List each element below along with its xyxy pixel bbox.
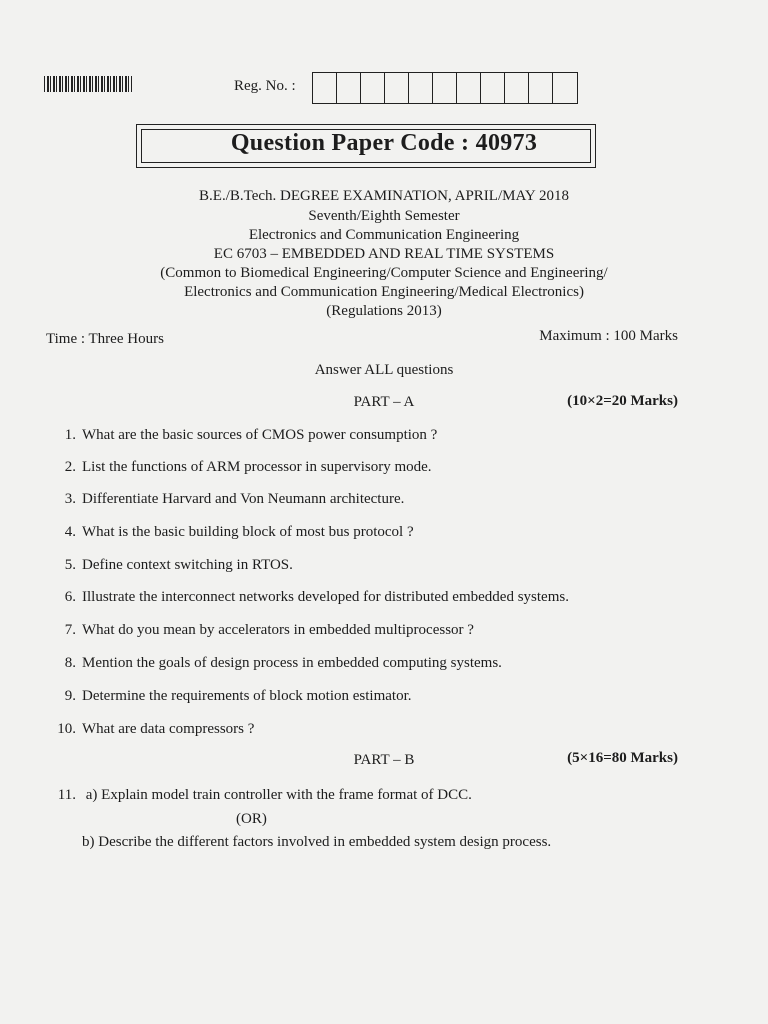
question-11b-text: b) Describe the different factors involved in embedded system design process.: [82, 834, 552, 850]
question-number: 6.: [64, 589, 76, 605]
reg-no-boxes: [312, 72, 578, 104]
maximum-marks: Maximum : 100 Marks: [539, 328, 678, 344]
question-number: 11.: [57, 787, 76, 803]
reg-no-digit-box: [481, 73, 505, 103]
question-text: Differentiate Harvard and Von Neumann architecture.: [82, 491, 405, 507]
reg-no-digit-box: [433, 73, 457, 103]
question-text: What is the basic building block of most bus protocol ?: [82, 524, 414, 540]
time-allowed: Time : Three Hours: [46, 331, 164, 347]
question-item: [46, 491, 404, 508]
barcode: [44, 76, 132, 92]
question-number: 1.: [64, 427, 76, 443]
question-item: [46, 589, 569, 606]
reg-no-digit-box: [313, 73, 337, 103]
question-text: Determine the requirements of block motion estimator.: [82, 688, 412, 704]
question-number: 8.: [64, 655, 76, 671]
part-a-marks: (10×2=20 Marks): [567, 393, 678, 409]
part-b-title: PART – B: [353, 752, 415, 768]
or-separator: (OR): [236, 811, 267, 827]
part-a-title: PART – A: [353, 394, 415, 410]
question-number: 7.: [64, 622, 76, 638]
common-to-line-2: Electronics and Communication Engineering/Medical Electronics): [184, 284, 584, 300]
question-number: 5.: [64, 557, 76, 573]
regulations: (Regulations 2013): [326, 303, 442, 319]
question-number: 2.: [64, 459, 76, 475]
reg-no-label: Reg. No. :: [234, 78, 296, 94]
question-text: What are data compressors ?: [82, 721, 255, 737]
question-item: [46, 655, 502, 672]
question-item: [46, 688, 412, 705]
question-text: What do you mean by accelerators in embedded multiprocessor ?: [82, 622, 474, 638]
reg-no-digit-box: [505, 73, 529, 103]
reg-no-digit-box: [409, 73, 433, 103]
question-text: Define context switching in RTOS.: [82, 557, 293, 573]
department: Electronics and Communication Engineering: [248, 227, 520, 243]
reg-no-digit-box: [529, 73, 553, 103]
question-11: [46, 787, 472, 804]
question-item: [46, 557, 293, 574]
question-paper-code: Question Paper Code : 40973: [230, 130, 538, 156]
question-item: [46, 427, 437, 444]
question-text: List the functions of ARM processor in supervisory mode.: [82, 459, 432, 475]
question-text: What are the basic sources of CMOS power consumption ?: [82, 427, 438, 443]
question-text: Mention the goals of design process in embedded computing systems.: [82, 655, 502, 671]
question-number: 3.: [64, 491, 76, 507]
exam-title: B.E./B.Tech. DEGREE EXAMINATION, APRIL/MAY 2018: [199, 188, 569, 204]
reg-no-digit-box: [457, 73, 481, 103]
reg-no-digit-box: [553, 73, 577, 103]
reg-no-digit-box: [361, 73, 385, 103]
semester: Seventh/Eighth Semester: [308, 208, 460, 224]
question-number: 10.: [57, 721, 76, 737]
question-number: 9.: [64, 688, 76, 704]
question-item: [46, 721, 254, 738]
reg-no-digit-box: [337, 73, 361, 103]
question-item: [46, 459, 432, 476]
question-text: Illustrate the interconnect networks developed for distributed embedded systems.: [82, 589, 569, 605]
question-11a-text: a) Explain model train controller with the frame format of DCC.: [85, 787, 472, 803]
reg-no-digit-box: [385, 73, 409, 103]
question-item: [46, 622, 474, 639]
part-b-marks: (5×16=80 Marks): [567, 750, 678, 766]
course-title: EC 6703 – EMBEDDED AND REAL TIME SYSTEMS: [213, 246, 555, 262]
instruction: Answer ALL questions: [314, 362, 454, 378]
common-to-line-1: (Common to Biomedical Engineering/Computer Science and Engineering/: [160, 265, 608, 281]
question-item: [46, 524, 414, 541]
question-number: 4.: [64, 524, 76, 540]
